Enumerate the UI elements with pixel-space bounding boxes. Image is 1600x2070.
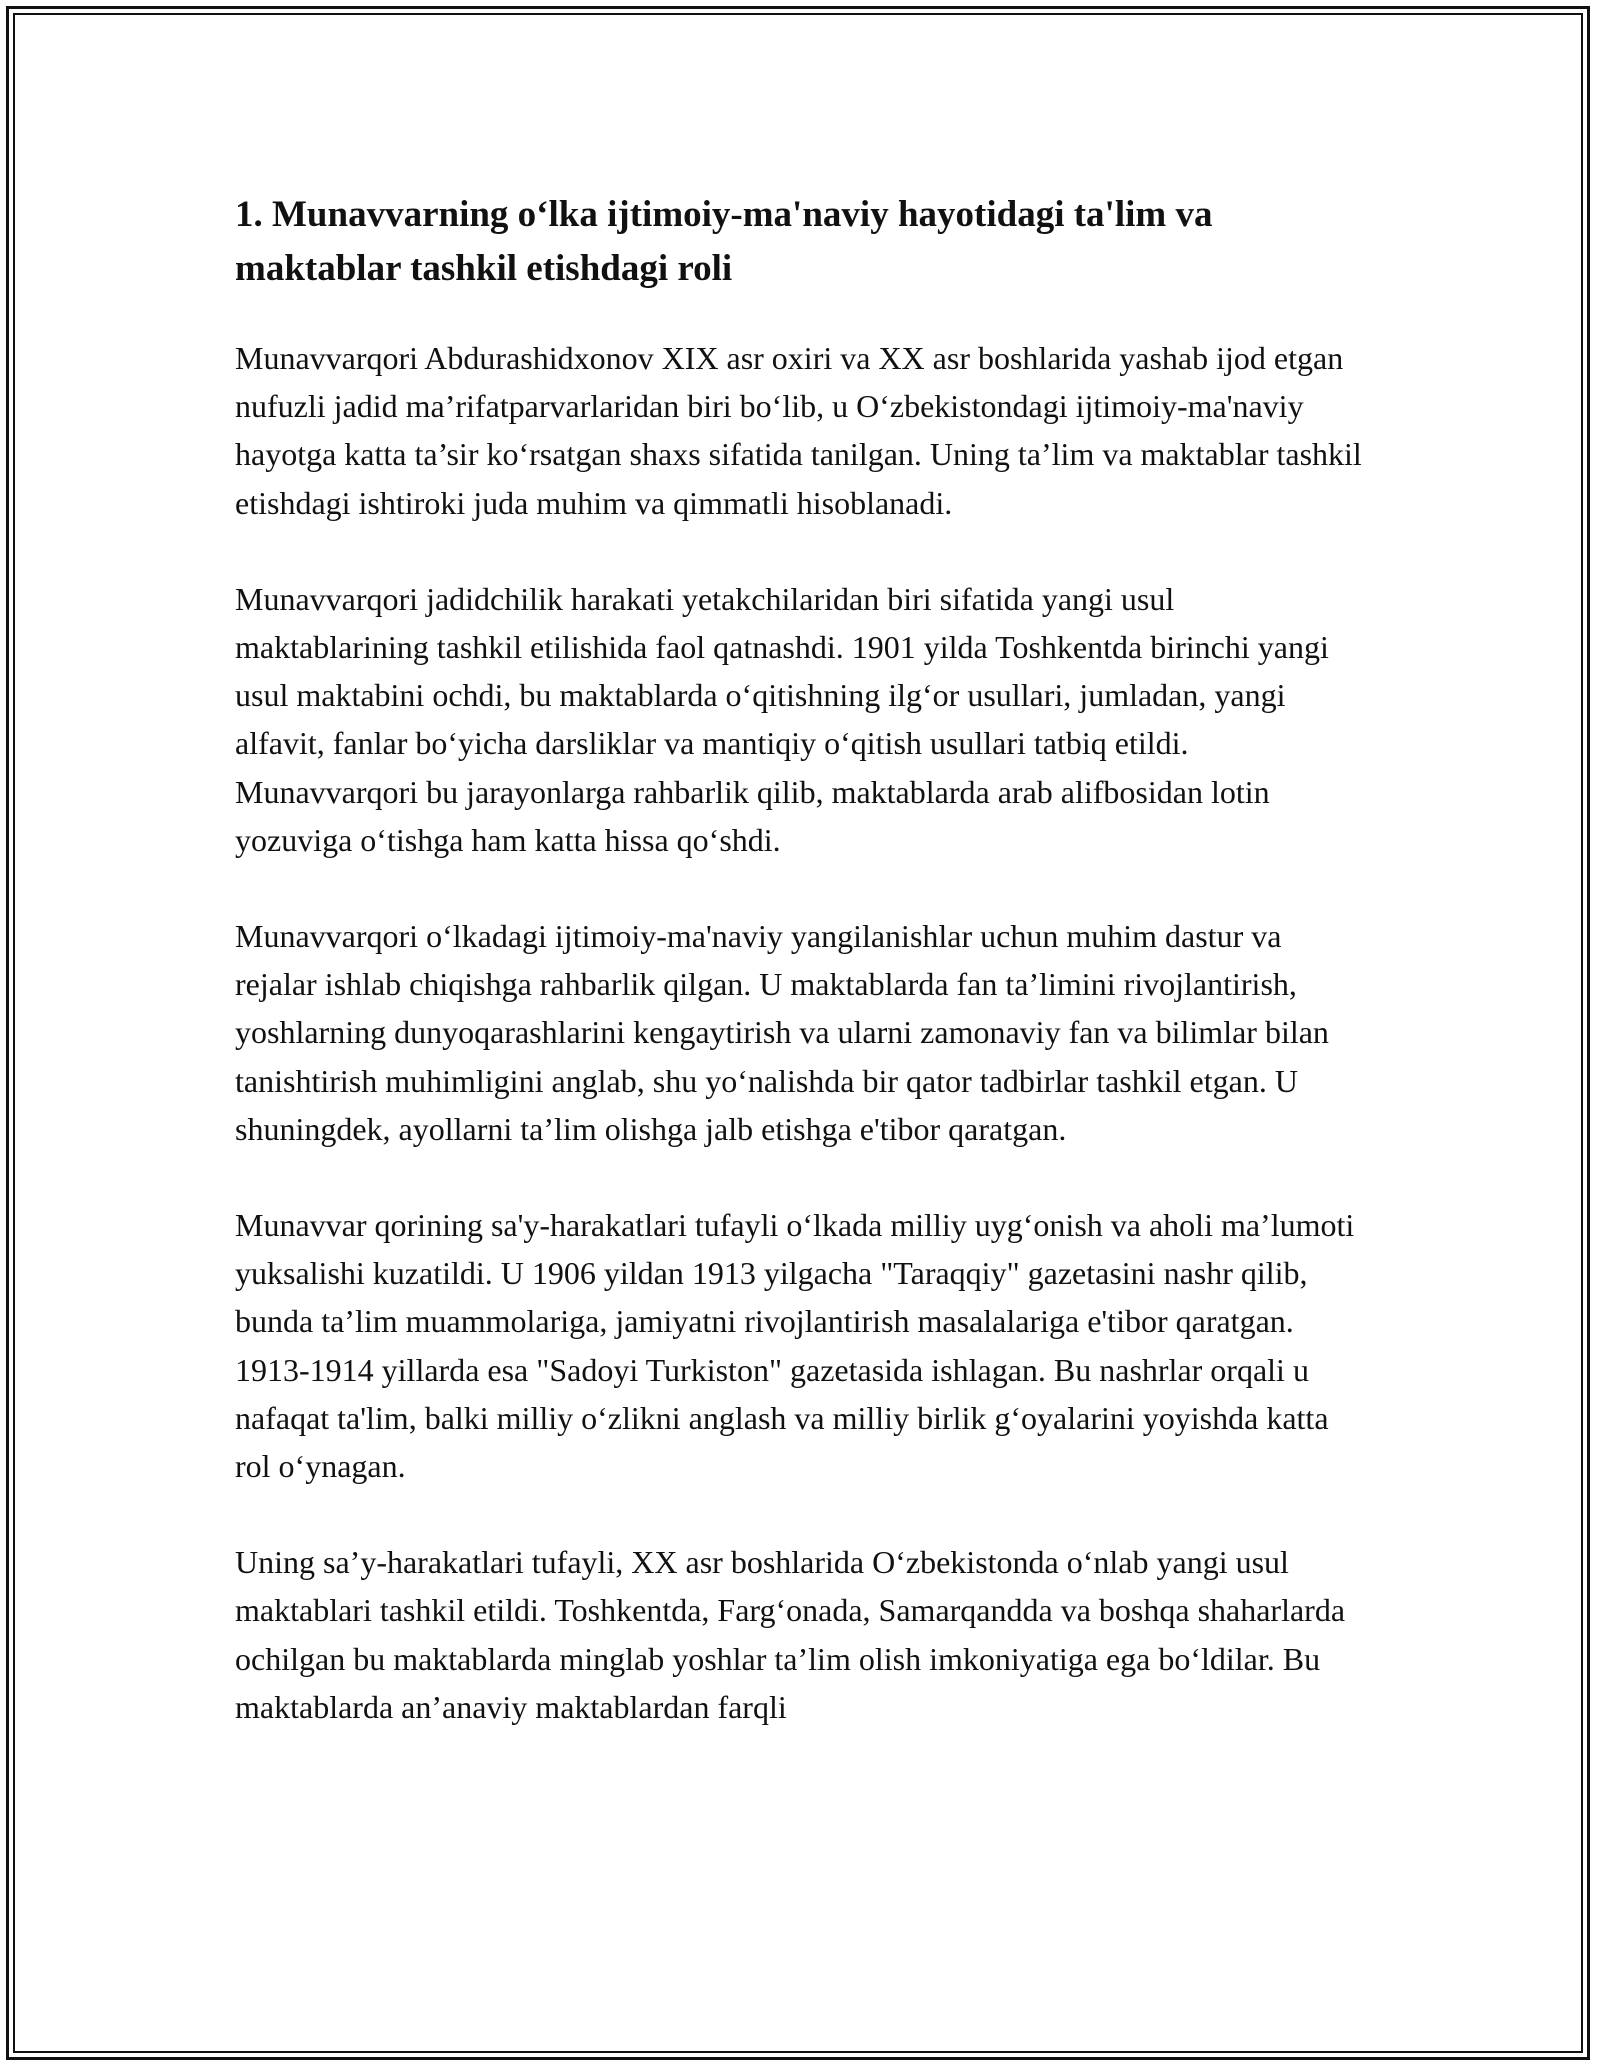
paragraph-introduction: Munavvarqori Abdurashidxonov XIX asr oxiri va XX asr boshlarida yashab ijod etgan nufuzli jadid ma’rifatparvarlaridan biri bo‘lib, u O‘zbekistondagi ijtimoiy-ma'naviy hayotga katta ta’sir ko‘rsatgan shaxs sifatida tanilgan. Uning ta’lim va maktablar tashkil etishdagi ishtiroki juda muhim va qimmatli hisoblanadi.	[235, 340, 1362, 521]
paragraph-school-expansion: Uning sa’y-harakatlari tufayli, XX asr boshlarida O‘zbekistonda o‘nlab yangi usul maktablari tashkil etildi. Toshkentda, Farg‘onada, Samarqandda va boshqa shaharlarda ochilgan bu maktablarda minglab yoshlar ta’lim olish imkoniyatiga ega bo‘ldilar. Bu maktablarda an’anaviy maktablardan farqli	[235, 1544, 1346, 1725]
paragraph-social-renewal: Munavvarqori o‘lkadagi ijtimoiy-ma'naviy yangilanishlar uchun muhim dastur va rejalar ishlab chiqishga rahbarlik qilgan. U maktablarda fan ta’limini rivojlantirish, yoshlarning dunyoqarashlarini kengaytirish va ularni zamonaviy fan va bilimlar bilan tanishtirish muhimligini anglab, shu yo‘nalishda bir qator tadbirlar tashkil etgan. U shuningdek, ayollarni ta’lim olishga jalb etishga e'tibor qaratgan.	[235, 918, 1329, 1147]
paragraph-new-method-schools: Munavvarqori jadidchilik harakati yetakchilaridan biri sifatida yangi usul maktablarining tashkil etilishida faol qatnashdi. 1901 yilda Toshkentda birinchi yangi usul maktabini ochdi, bu maktablarda o‘qitishning ilg‘or usullari, jumladan, yangi alfavit, fanlar bo‘yicha darsliklar va mantiqiy o‘qitish usullari tatbiq etildi. Munavvarqori bu jarayonlarga rahbarlik qilib, maktablarda arab alifbosidan lotin yozuviga o‘tishga ham katta hissa qo‘shdi.	[235, 580, 1329, 858]
document-body	[235, 188, 1365, 1779]
document-title: 1. Munavvarning o‘lka ijtimoiy-ma'naviy hayotidagi ta'lim va maktablar tashkil etishdagi roli	[235, 194, 1213, 289]
paragraph-newspapers: Munavvar qorining sa'y-harakatlari tufayli o‘lkada milliy uyg‘onish va aholi ma’lumoti yuksalishi kuzatildi. U 1906 yildan 1913 yilgacha "Taraqqiy" gazetasini nashr qilib, bunda ta’lim muammolariga, jamiyatni rivojlantirish masalalariga e'tibor qaratgan. 1913-1914 yillarda esa "Sadoyi Turkiston" gazetasida ishlagan. Bu nashrlar orqali u nafaqat ta'lim, balki milliy o‘zlikni anglash va milliy birlik g‘oyalarini yoyishda katta rol o‘ynagan.	[235, 1207, 1355, 1485]
